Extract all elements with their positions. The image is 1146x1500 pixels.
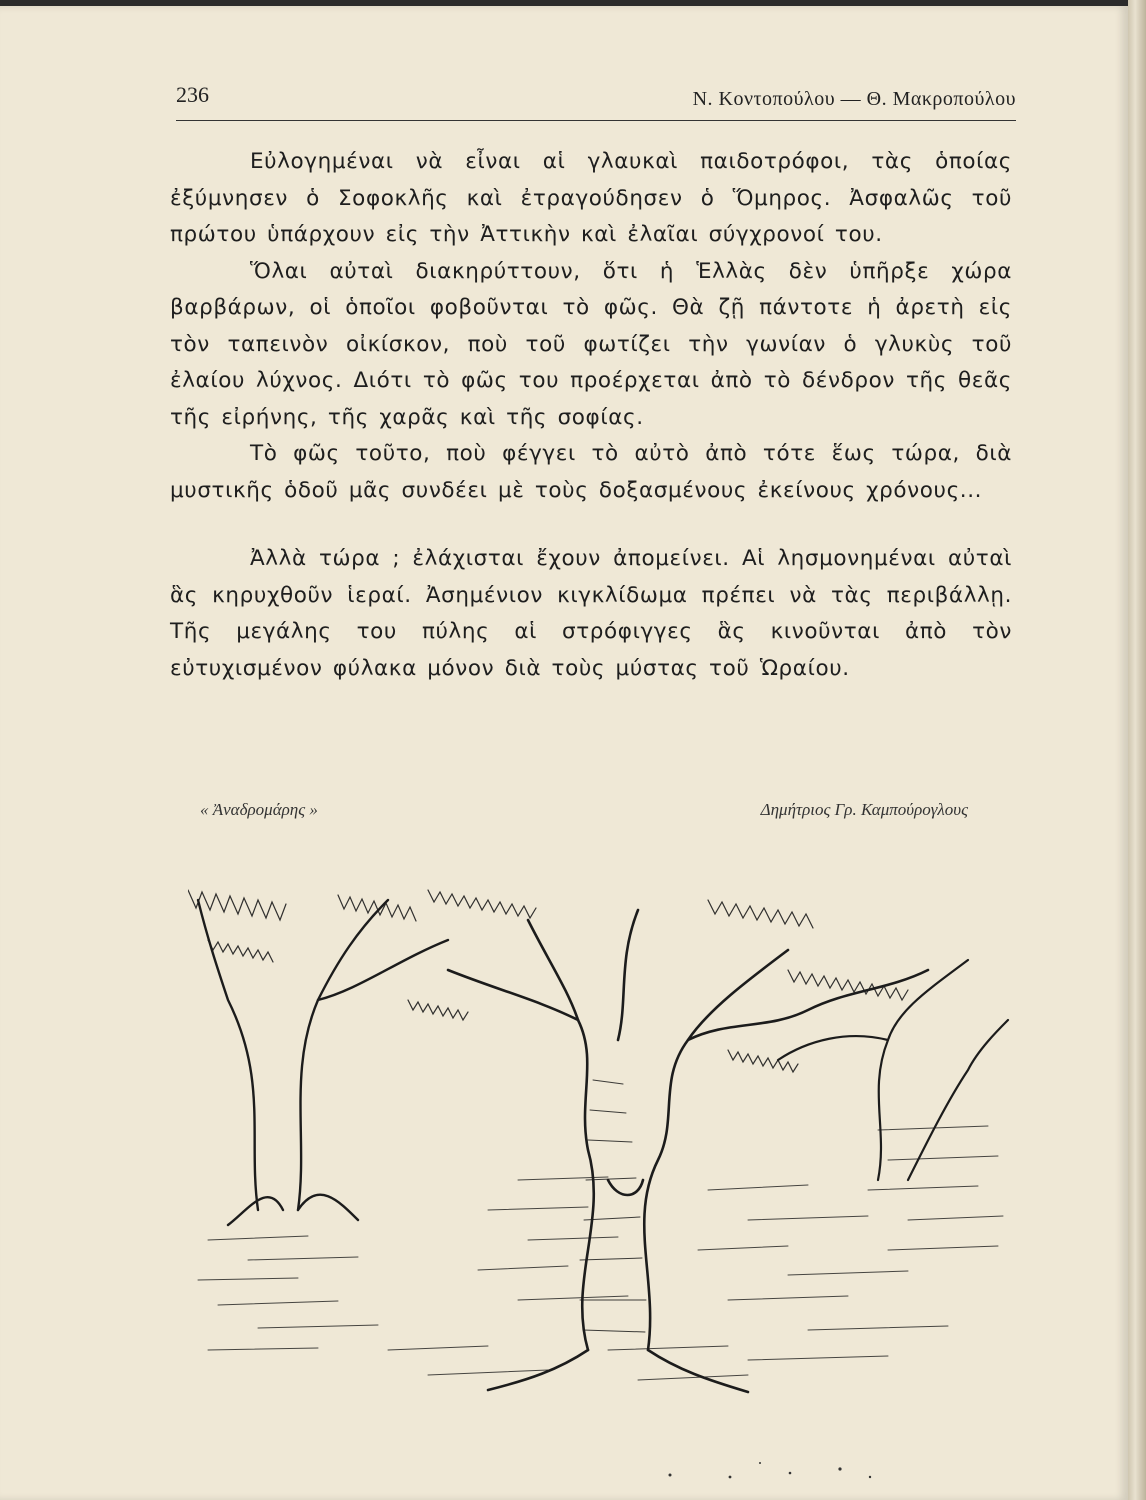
paragraph: Ὅλαι αὐταὶ διακηρύττουν, ὅτι ἡ Ἑλλὰς δὲν ὑπῆρξε χώρα βαρβάρων, οἱ ὁποῖοι φοβοῦνται τὸ φῶς. Θὰ ζῇ πάντοτε ἡ ἀρετὴ εἰς τὸν ταπεινὸν οἰκίσκον, ποὺ τοῦ φωτίζει τὴν γωνίαν ὁ γλυκὺς τοῦ ἐλαίου λύχνος. Διότι τὸ φῶς του προέρχεται ἀπὸ τὸ δένδρον τῆς θεᾶς τῆς εἰρήνης, τῆς χαρᾶς καὶ τῆς σοφίας. <box>170 258 1012 430</box>
paragraph: Ἀλλὰ τώρα ; ἐλάχισται ἔχουν ἀπομείνει. Αἱ λησμονημέναι αὐταὶ ἃς κηρυχθοῦν ἱεραί. Ἀσημένιον κιγκλίδωμα πρέπει νὰ τὰς περιβάλλῃ. Τῆς μεγάλης του πύλης αἱ στρόφιγγες ἃς κινοῦνται ἀπὸ τὸν εὐτυχισμένον φύλακα μόνον διὰ τοὺς μύστας τοῦ Ὡραίου. <box>170 546 1012 681</box>
running-head: Ν. Κοντοπούλου — Θ. Μακροπούλου <box>692 88 1016 110</box>
page-number: 236 <box>176 82 209 107</box>
olive-trees-engraving-icon <box>188 880 1010 1400</box>
paragraph: Εὐλογημέναι νὰ εἶναι αἱ γλαυκαὶ παιδοτρόφοι, τὰς ὁποίας ἐξύμνησεν ὁ Σοφοκλῆς καὶ ἐτραγούδησεν ὁ Ὅμηρος. Ἀσφαλῶς τοῦ πρώτου ὑπάρχουν εἰς τὴν Ἀττικὴν καὶ ἐλαῖαι σύγχρονοί του. <box>170 149 1012 247</box>
signature-line <box>200 800 968 828</box>
page-header <box>176 82 1016 121</box>
paragraph: Τὸ φῶς τοῦτο, ποὺ φέγγει τὸ αὐτὸ ἀπὸ τότε ἕως τώρα, διὰ μυστικῆς ὁδοῦ μᾶς συνδέει μὲ τοὺς δοξασμένους ἐκείνους χρόνους... <box>170 441 1012 503</box>
print-specks <box>640 1455 900 1485</box>
page-edge <box>1128 0 1146 1500</box>
source-citation: « Ἀναδρομάρης » <box>200 800 318 819</box>
article-body <box>170 144 1012 687</box>
author-signature: Δημήτριος Γρ. Καμπούρογλους <box>760 800 968 819</box>
